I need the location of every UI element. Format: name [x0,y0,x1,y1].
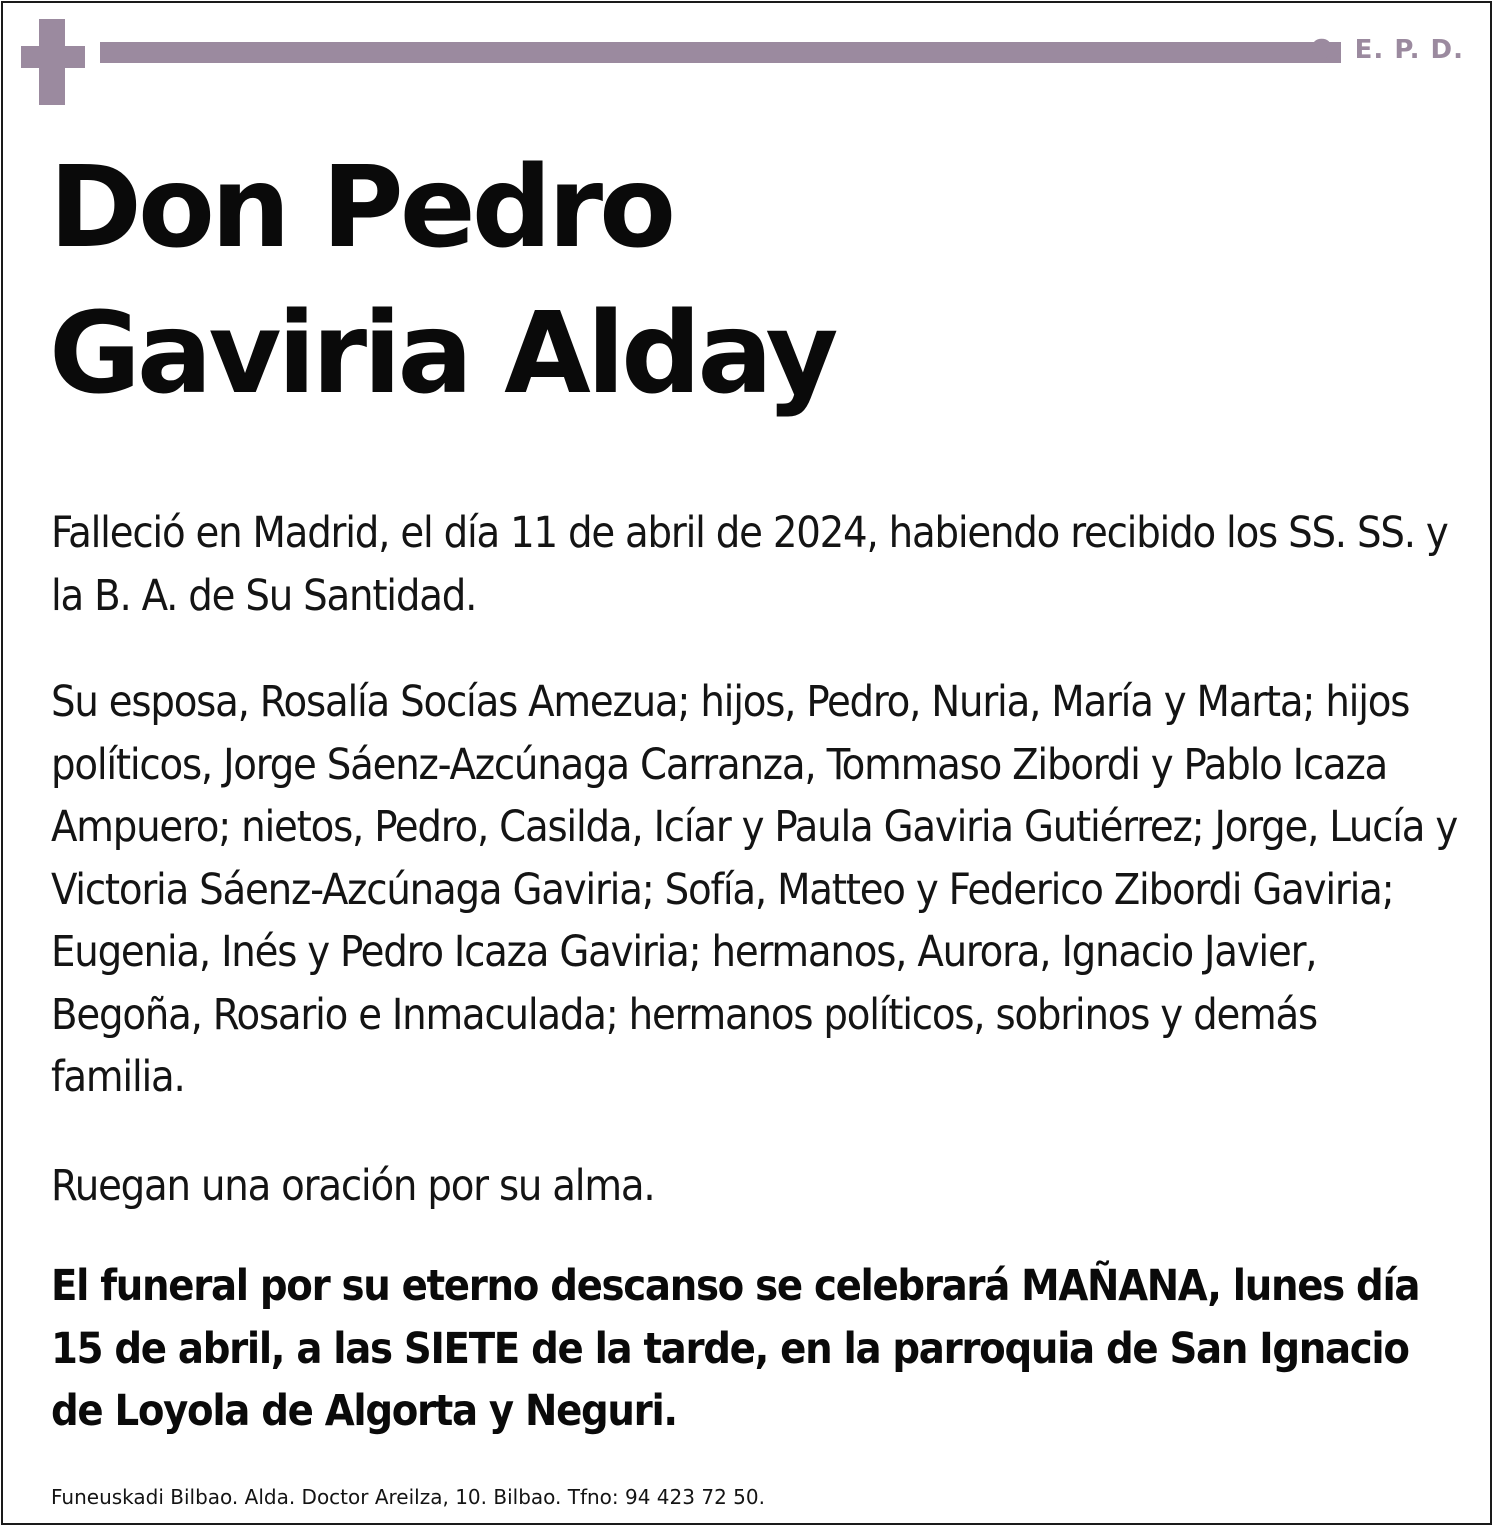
latin-cross-icon [21,19,85,105]
header-rule [100,42,1341,63]
qepd-label: Q. E. P. D. [1310,35,1464,65]
deceased-name-line-2: Gaviria Alday [49,289,835,419]
family-paragraph: Su esposa, Rosalía Socías Amezua; hijos, Pedro, Nuria, María y Marta; hijos políticos, Jorge Sáenz-Azcúnaga Carranza, Tommaso Zibordi y Pablo Icaza Ampuero; nietos, Pedro, Casilda, Icíar y Paula Gaviria Gutiérrez; Jorge, Lucía y Victoria Sáenz-Azcúnaga Gaviria; Sofía, Matteo y Federico Zibordi Gaviria; Eugenia, Inés y Pedro Icaza Gaviria; hermanos, Aurora, Ignacio Javier, Begoña, Rosario e Inmaculada; hermanos políticos, sobrinos y demás familia. [51,677,1458,1102]
deceased-name-line-1: Don Pedro [49,143,673,273]
prayer-paragraph: Ruegan una oración por su alma. [51,1161,655,1211]
death-notice-paragraph: Falleció en Madrid, el día 11 de abril de 2024, habiendo recibido los SS. SS. y la B. A. de Su Santidad. [51,508,1448,621]
obituary-frame [1,1,1492,1525]
cross-horizontal-bar [21,46,85,68]
deceased-name [49,135,834,427]
funeral-home-footer: Funeuskadi Bilbao. Alda. Doctor Areilza, 10. Bilbao. Tfno: 94 423 72 50. [51,1485,765,1509]
funeral-paragraph: El funeral por su eterno descanso se celebrará MAÑANA, lunes día 15 de abril, a las SIETE de la tarde, en la parroquia de San Ignacio de Loyola de Algorta y Neguri. [51,1261,1420,1436]
